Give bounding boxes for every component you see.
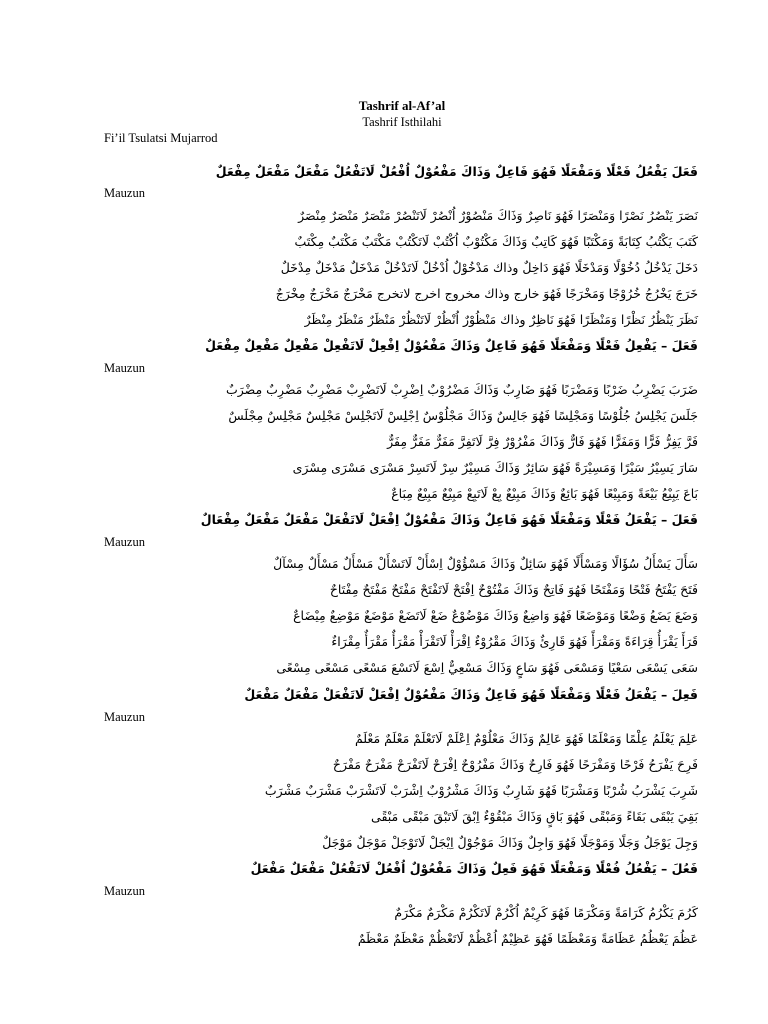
wazan-header: فَعَلَ – يَفْعِلُ فَعْلًا وَمَفْعَلًا فَهُوَ فَاعِلٌ وَذَاكَ مَفْعُوْلٌ اِفْعِلْ لَاتَفْعِلْ مَفْعِلٌ مَفْعِلٌ مِفْعَلٌ bbox=[205, 338, 698, 353]
conjugation-row: شَرِبَ يَشْرَبُ شُرْبًا وَمَشْرَبًا فَهُوَ شَارِبٌ وَذَاكَ مَشْرُوْبٌ اِشْرَبْ لَاتَشْرَبْ مَشْرَبٌ مَشْرَبٌ bbox=[264, 783, 698, 798]
conjugation-row: جَلَسَ يَجْلِسُ جُلُوْسًا وَمَجْلِسًا فَهُوَ جَالِسٌ وَذَاكَ مَجْلُوْسٌ اِجْلِسْ لَاتَجْلِسْ مَجْلِسٌ مَجْلِسٌ مِجْلَسٌ bbox=[228, 408, 698, 423]
conjugation-row: قَرَأَ يَقْرَأُ قِرَاءَةً وَمَقْرَأً فَهُوَ قَارِئٌ وَذَاكَ مَقْرُوْءٌ اِقْرَأْ لَاتَقْرَأْ مَقْرَأٌ مَقْرَأٌ مِقْرَاءٌ bbox=[331, 634, 698, 649]
conjugation-row: بَقِيَ يَبْقَى بَقَاءً وَمَبْقًى فَهُوَ بَاقٍ وَذَاكَ مَبْقُوْءٌ اِبْقَ لَاتَبْقَ مَبْقًى مَبْقًى bbox=[371, 809, 698, 824]
mauzun-label: Mauzun bbox=[104, 361, 145, 375]
conjugation-row: وَضَعَ يَضَعُ وَضْعًا وَمَوْضَعًا فَهُوَ وَاضِعٌ وَذَاكَ مَوْضُوْعٌ ضَعْ لَاتَضَعْ مَوْضَعٌ مَوْضِعٌ مِيْضَاعٌ bbox=[293, 608, 698, 623]
wazan-header: فَعِلَ – يَفْعَلُ فَعْلًا وَمَفْعَلًا فَهُوَ فَاعِلٌ وَذَاكَ مَفْعُوْلٌ اِفْعَلْ لَاتَفْعَلْ مَفْعَلٌ مَفْعَلٌ bbox=[244, 687, 698, 702]
mauzun-label: Mauzun bbox=[104, 535, 145, 549]
conjugation-row: كَتَبَ يَكْتُبُ كِتَابَةً وَمَكْتَبًا فَهُوَ كَاتِبٌ وَذَاكَ مَكْتُوْبٌ اُكْتُبْ لَاتَكْتُبْ مَكْتَبٌ مَكْتَبٌ مِكْتَبٌ bbox=[294, 234, 698, 249]
conjugation-row: دَخَلَ يَدْخُلُ دُخُوْلًا وَمَدْخَلًا فَهُوَ دَاخِلٌ وذاك مَدْخُوْلٌ اُدْخُلْ لَاتَدْخُلْ مَدْخَلٌ مَدْخَلٌ مِدْخَلٌ bbox=[280, 260, 698, 275]
mauzun-label: Mauzun bbox=[104, 710, 145, 724]
conjugation-row: سَعَى يَسْعَى سَعْيًا وَمَسْعَى فَهُوَ سَاعٍ وَذَاكَ مَسْعِيٌّ اِسْعَ لَاتَسْعَ مَسْعًى مَسْعًى مِسْعًى bbox=[276, 660, 698, 675]
conjugation-row: عَظُمَ يَعْظُمُ عَظَامَةً وَمَعْظَمًا فَهُوَ عَظِيْمٌ اُعْظُمْ لَاتَعْظُمْ مَعْظَمٌ مَعْظَمٌ bbox=[357, 931, 698, 946]
conjugation-row: سَارَ يَسِيْرُ سَيْرًا وَمَسِيْرَةً فَهُوَ سَائِرٌ وَذَاكَ مَسِيْرٌ سِرْ لَاتَسِرْ مَسْرَى مَسْرَى مِسْرَى bbox=[292, 460, 698, 475]
conjugation-row: ضَرَبَ يَضْرِبُ ضَرْبًا وَمَضْرَبًا فَهُوَ ضَارِبٌ وَذَاكَ مَضْرُوْبٌ اِضْرِبْ لَاتَضْرِبْ مَضْرِبٌ مَضْرِبٌ مِضْرَبٌ bbox=[226, 382, 698, 397]
conjugation-row: عَلِمَ يَعْلَمُ عِلْمًا وَمَعْلَمًا فَهُوَ عَالِمٌ وَذَاكَ مَعْلُوْمٌ اِعْلَمْ لَاتَعْلَمْ مَعْلَمٌ مَعْلَمٌ bbox=[354, 731, 698, 746]
conjugation-row: فَتَحَ يَفْتَحُ فَتْحًا وَمَفْتَحًا فَهُوَ فَاتِحٌ وَذَاكَ مَفْتُوْحٌ اِفْتَحْ لَاتَفْتَحْ مَفْتَحٌ مَفْتَحٌ مِفْتَاحٌ bbox=[329, 582, 698, 597]
conjugation-row: فَرَّ يَفِرُّ فَرًّا وَمَفَرًّا فَهُوَ فَارٌّ وَذَاكَ مَفْرُوْرٌ فِرَّ لَاتَفِرَّ مَفَرٌّ مَفَرٌّ مِفَرٌّ bbox=[387, 434, 698, 449]
conjugation-row: وَجِلَ يَوْجَلُ وَجَلًا وَمَوْجَلًا فَهُوَ وَاجِلٌ وَذَاكَ مَوْجُوْلٌ اِيْجَلْ لَاتَوْجَلْ مَوْجَلٌ مَوْجَلٌ bbox=[322, 835, 698, 850]
conjugation-row: بَاعَ يَبِيْعُ بَيْعَةً وَمَبِيْعًا فَهُوَ بَائِعٌ وَذَاكَ مَبِيْعٌ بِعْ لَاتَبِعْ مَبِيْعٌ مَبِيْعٌ مِبَاعٌ bbox=[391, 486, 698, 501]
conjugation-row: نَصَرَ يَنْصُرُ نَصْرًا وَمَنْصَرًا فَهُوَ نَاصِرٌ وَذَاكَ مَنْصُوْرٌ اُنْصُرْ لَاتَنْصُرْ مَنْصَرٌ مَنْصَرٌ مِنْصَرٌ bbox=[298, 208, 698, 223]
mauzun-label: Mauzun bbox=[104, 884, 145, 898]
document-title: Tashrif al-Af’al bbox=[358, 98, 446, 113]
conjugation-row: فَرِحَ يَفْرَحُ فَرْحًا وَمَفْرَحًا فَهُوَ فَارِحٌ وَذَاكَ مَفْرُوْحٌ اِفْرَحْ لَاتَفْرَحْ مَفْرَحٌ مَفْرَحٌ bbox=[332, 757, 698, 772]
wazan-header: فَعَلَ يَفْعُلُ فَعْلًا وَمَفْعَلًا فَهُوَ فَاعِلٌ وَذَاكَ مَفْعُوْلٌ اُفْعُلْ لَاتَفْعُلْ مَفْعَلٌ مَفْعَلٌ مِفْعَلٌ bbox=[215, 164, 698, 179]
section-heading: Fi’il Tsulatsi Mujarrod bbox=[104, 131, 218, 145]
document-subtitle: Tashrif Isthilahi bbox=[362, 115, 442, 129]
conjugation-row: نَظَرَ يَنْظُرُ نَظْرًا وَمَنْظَرًا فَهُوَ نَاظِرٌ وذاك مَنْظُوْرٌ اُنْظُرْ لَاتَنْظُرْ مَنْظَرٌ مَنْظَرٌ مِنْظَرٌ bbox=[304, 312, 698, 327]
conjugation-row: كَرُمَ يَكْرُمُ كَرَامَةً وَمَكْرَمًا فَهُوَ كَرِيْمٌ اُكْرُمْ لَاتَكْرُمْ مَكْرَمٌ مَكْرَمٌ bbox=[394, 905, 698, 920]
conjugation-row: سَأَلَ يَسْأَلُ سُؤَالًا وَمَسْأَلًا فَهُوَ سَائِلٌ وَذَاكَ مَسْؤُوْلٌ اِسْأَلْ لَاتَسْأَلْ مَسْأَلٌ مَسْأَلٌ مِسْآلٌ bbox=[273, 556, 698, 571]
wazan-header: فَعُلَ – يَفْعُلُ فُعْلًا وَمَفْعَلًا فَهُوَ فَعِلٌ وَذَاكَ مَفْعُوْلٌ اُفْعُلْ لَاتَفْعُلْ مَفْعَلٌ مَفْعَلٌ bbox=[250, 861, 698, 876]
wazan-header: فَعَلَ – يَفْعَلُ فَعْلًا وَمَفْعَلًا فَهُوَ فَاعِلٌ وَذَاكَ مَفْعُوْلٌ اِفْعَلْ لَاتَفْعَلْ مَفْعَلٌ مَفْعَلٌ مِفْعَالٌ bbox=[200, 512, 698, 527]
conjugation-row: خَرَجَ يَخْرُجُ خُرُوْجًا وَمَخْرَجًا فَهُوَ خارج وذاك مخروج اخرج لاتخرج مَخْرَجٌ مَخْرَجٌ مِخْرَجٌ bbox=[275, 286, 698, 301]
mauzun-label: Mauzun bbox=[104, 186, 145, 200]
